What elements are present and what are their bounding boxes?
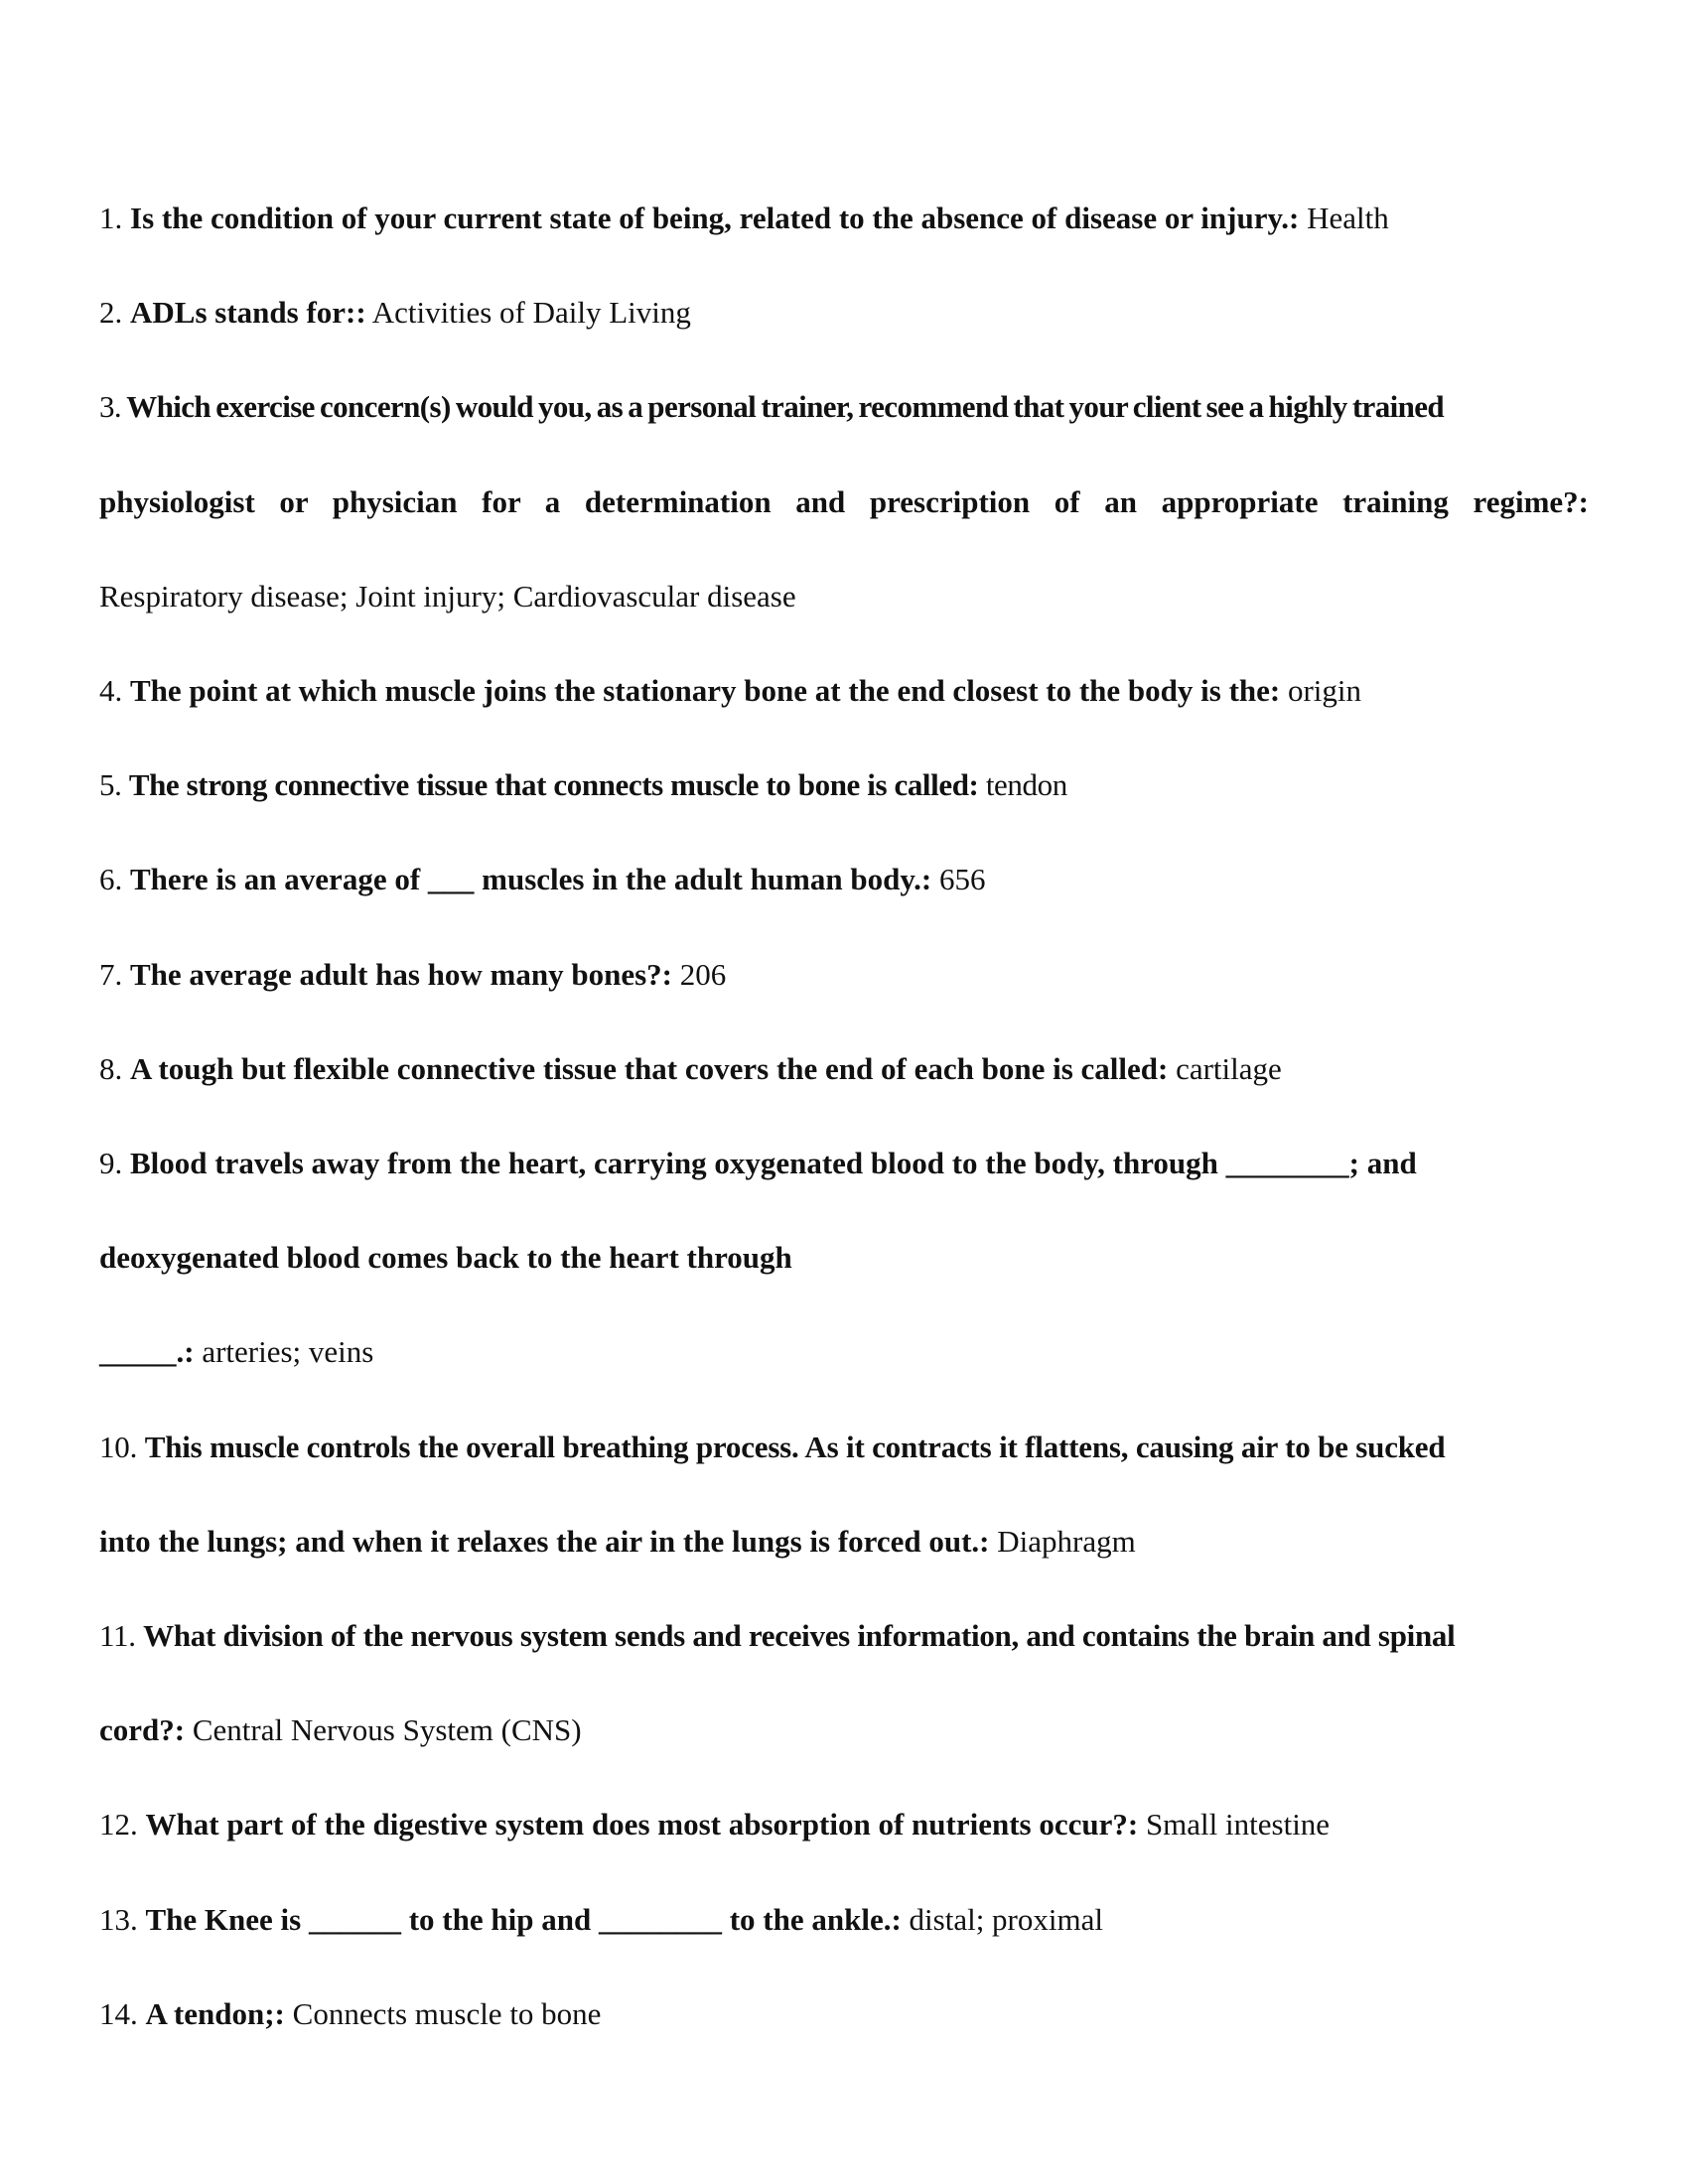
question-text: What division of the nervous system sends and receives information, and contains the brain and spinal (143, 1618, 1456, 1653)
answer-text: 656 (938, 862, 986, 896)
item-13 (99, 1900, 1589, 1940)
question-text: deoxygenated blood comes back to the heart through (99, 1240, 792, 1275)
question-text: ADLs stands for:: (130, 295, 366, 330)
item-4 (99, 671, 1589, 711)
question-text: What part of the digestive system does most absorption of nutrients occur?: (145, 1807, 1139, 1842)
question-text: There is an average of ___ muscles in the adult human body.: (130, 862, 932, 896)
item-6 (99, 860, 1589, 899)
answer-text: Activities of Daily Living (371, 295, 691, 330)
answer-text: Health (1307, 201, 1389, 235)
item-number: 10. (99, 1430, 138, 1464)
question-text: A tendon;: (145, 1996, 285, 2031)
item-7 (99, 955, 1589, 995)
item-5 (99, 765, 1589, 805)
question-text: into the lungs; and when it relaxes the air in the lungs is forced out.: (99, 1524, 990, 1559)
item-11-line-1 (99, 1616, 1589, 1656)
item-2 (99, 293, 1589, 333)
item-9-line-1 (99, 1144, 1589, 1183)
item-14 (99, 1994, 1589, 2034)
item-number: 5. (99, 767, 122, 802)
item-9-line-3 (99, 1332, 1589, 1372)
question-text: Blood travels away from the heart, carrying oxygenated blood to the body, through ________; and (130, 1146, 1417, 1180)
question-text: Is the condition of your current state of being, related to the absence of disease or injury.: (130, 201, 1300, 235)
answer-text: Connects muscle to bone (292, 1996, 602, 2031)
answer-text: 206 (679, 957, 727, 992)
item-number: 13. (99, 1902, 138, 1937)
answer-text: distal; proximal (909, 1902, 1103, 1937)
question-text: _____.: (99, 1334, 195, 1369)
item-9-line-2 (99, 1238, 1589, 1278)
item-1 (99, 199, 1589, 238)
question-text: Which exercise concern(s) would you, as a personal trainer, recommend that your client see a highly trained (126, 389, 1445, 424)
question-text: The strong connective tissue that connects muscle to bone is called: (128, 767, 979, 802)
item-number: 11. (99, 1618, 136, 1653)
question-text: This muscle controls the overall breathing process. As it contracts it flattens, causing air to be sucked (144, 1430, 1446, 1464)
item-10-line-2 (99, 1522, 1589, 1562)
item-number: 3. (99, 389, 122, 424)
answer-text: Central Nervous System (CNS) (192, 1712, 582, 1747)
question-text: The Knee is ______ to the hip and ________ to the ankle.: (145, 1902, 902, 1937)
item-3-line-2 (99, 482, 1589, 522)
question-text: A tough but flexible connective tissue that covers the end of each bone is called: (130, 1051, 1169, 1086)
item-12 (99, 1805, 1589, 1844)
item-number: 8. (99, 1051, 123, 1086)
item-number: 9. (99, 1146, 123, 1180)
answer-text: arteries; veins (202, 1334, 374, 1369)
question-text: physiologist or physician for a determination and prescription of an appropriate training regime?: (99, 484, 1589, 519)
answer-text: origin (1287, 673, 1362, 708)
item-3-line-3 (99, 577, 1589, 616)
question-text: The average adult has how many bones?: (130, 957, 672, 992)
item-number: 7. (99, 957, 123, 992)
item-number: 12. (99, 1807, 138, 1842)
question-text: The point at which muscle joins the stationary bone at the end closest to the body is the: (130, 673, 1281, 708)
item-11-line-2 (99, 1710, 1589, 1750)
answer-text: cartilage (1176, 1051, 1282, 1086)
answer-text: Diaphragm (997, 1524, 1136, 1559)
item-number: 6. (99, 862, 123, 896)
item-8 (99, 1049, 1589, 1089)
question-text: cord?: (99, 1712, 186, 1747)
item-number: 14. (99, 1996, 138, 2031)
item-number: 1. (99, 201, 123, 235)
answer-text: tendon (985, 767, 1067, 802)
answer-text: Small intestine (1145, 1807, 1331, 1842)
item-number: 4. (99, 673, 123, 708)
answer-text: Respiratory disease; Joint injury; Cardiovascular disease (99, 579, 796, 614)
item-number: 2. (99, 295, 123, 330)
item-3-line-1 (99, 387, 1589, 427)
item-10-line-1 (99, 1428, 1589, 1467)
